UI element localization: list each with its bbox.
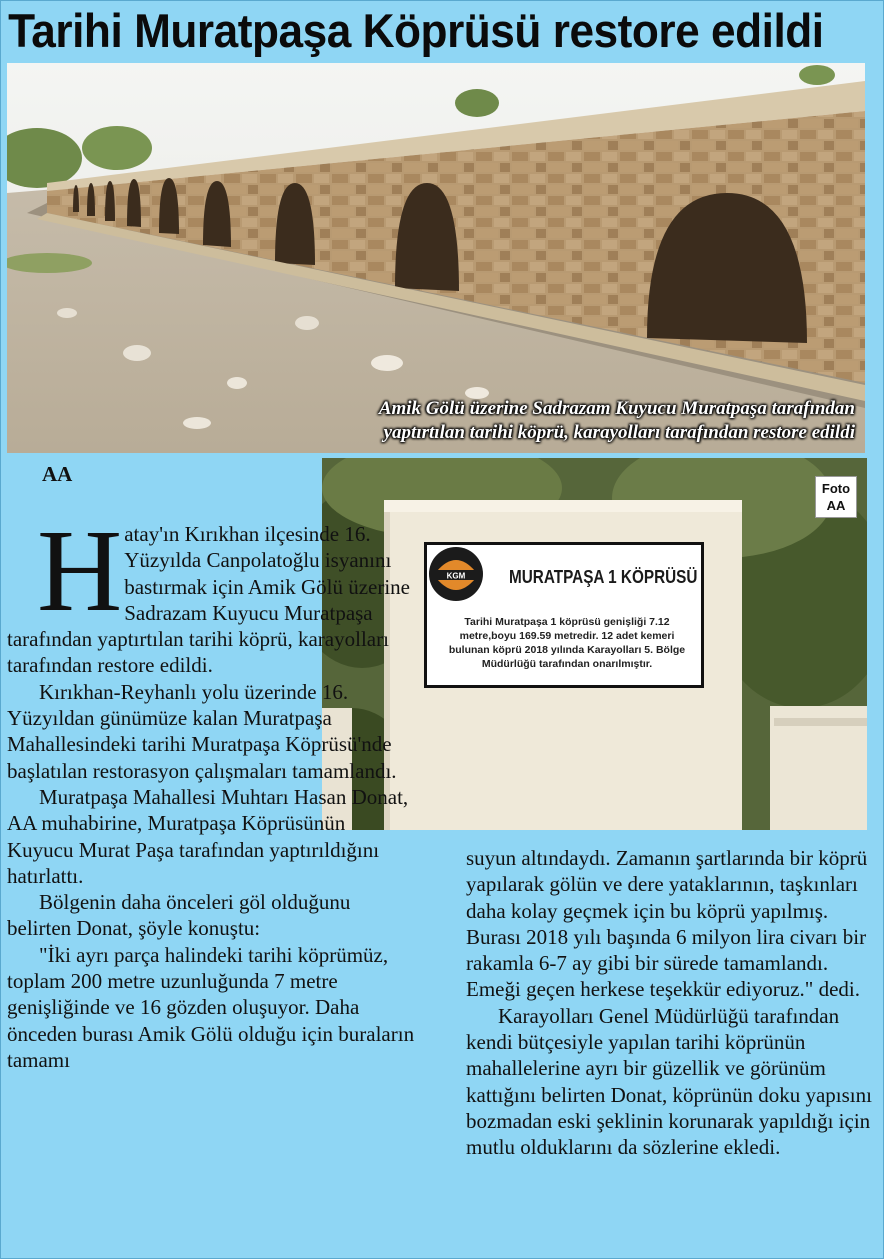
- article-paragraph: Muratpaşa Mahallesi Muhtarı Hasan Donat, AA muhabirine, Muratpaşa Köprüsünün Kuyucu Murat Paşa tarafından yaptırıldığını hatırlattı.: [7, 784, 409, 888]
- bridge-illustration: [7, 63, 865, 453]
- article-paragraph: suyun altındaydı. Zamanın şartlarında bir köprü yapılarak gölün ve dere yataklarının, taşkınları daha kolay geçmek için bu köprü yapılmış. Burası 2018 yılı başında 6 milyon lira civarı bir rakamla 6-7 ay gibi bir sürede tamamlandı. Emeği geçen herkese teşekkür ediyoruz." dedi.: [466, 846, 868, 1002]
- headline: Tarihi Muratpaşa Köprüsü restore edildi: [8, 4, 824, 57]
- article-paragraph: Hatay'ın Kırıkhan ilçesinde 16. Yüzyılda Canpolatoğlu isyanını bastırmak için Amik Gölü üzerine Sadrazam Kuyucu Muratpaşa tarafından yaptırtılan tarihi köprü, karayolları tarafından restore edildi.: [7, 505, 410, 678]
- svg-text:KGM: KGM: [446, 571, 466, 581]
- bridge-photo: [7, 63, 865, 453]
- plaque-title: MURATPAŞA 1 KÖPRÜSÜ: [509, 567, 698, 587]
- article-paragraph: "İki ayrı parça halindeki tarihi köprümüz, toplam 200 metre uzunluğunda 7 metre genişliğinde ve 16 gözden oluşuyor. Daha önceden burası Amik Gölü olduğu için buraların tamamı: [7, 942, 415, 1072]
- article-column-2: [466, 845, 878, 1161]
- article-paragraph: Bölgenin daha önceleri göl olduğunu belirten Donat, şöyle konuştu:: [7, 890, 351, 941]
- byline: AA: [42, 462, 73, 486]
- photo-credit: Foto AA: [815, 476, 857, 518]
- article-paragraph: Kırıkhan-Reyhanlı yolu üzerinde 16. Yüzyıldan günümüze kalan Muratpaşa Mahallesindeki tarihi Muratpaşa Köprüsü'nde başlatılan restorasyon çalışmaları tamamlandı.: [7, 679, 397, 783]
- photo-caption: Amik Gölü üzerine Sadrazam Kuyucu Muratpaşa tarafından yaptırtılan tarihi köprü, karayolları tarafından restore edildi: [378, 398, 855, 443]
- bridge-plaque: [424, 542, 704, 688]
- kgm-logo-icon: [427, 545, 485, 603]
- article-column-1: [7, 505, 415, 1073]
- plaque-text: Tarihi Muratpaşa 1 köprüsü genişliği 7.12 metre,boyu 169.59 metredir. 12 adet kemeri bulunan köprü 2018 yılında Karayolları 5. Bölge Müdürlüğü tarafından onarılmıştır.: [448, 616, 686, 670]
- drop-cap: H: [37, 505, 123, 636]
- article-paragraph: Karayolları Genel Müdürlüğü tarafından kendi bütçesiyle yapılan tarihi köprünün mahallelerine ayrı bir güzellik ve görünüm kattığını belirten Donat, köprünün doku yapısını bozmadan eski şeklinin korunarak yapıldığı için mutlu olduklarını da sözlerine ekledi.: [466, 1003, 872, 1160]
